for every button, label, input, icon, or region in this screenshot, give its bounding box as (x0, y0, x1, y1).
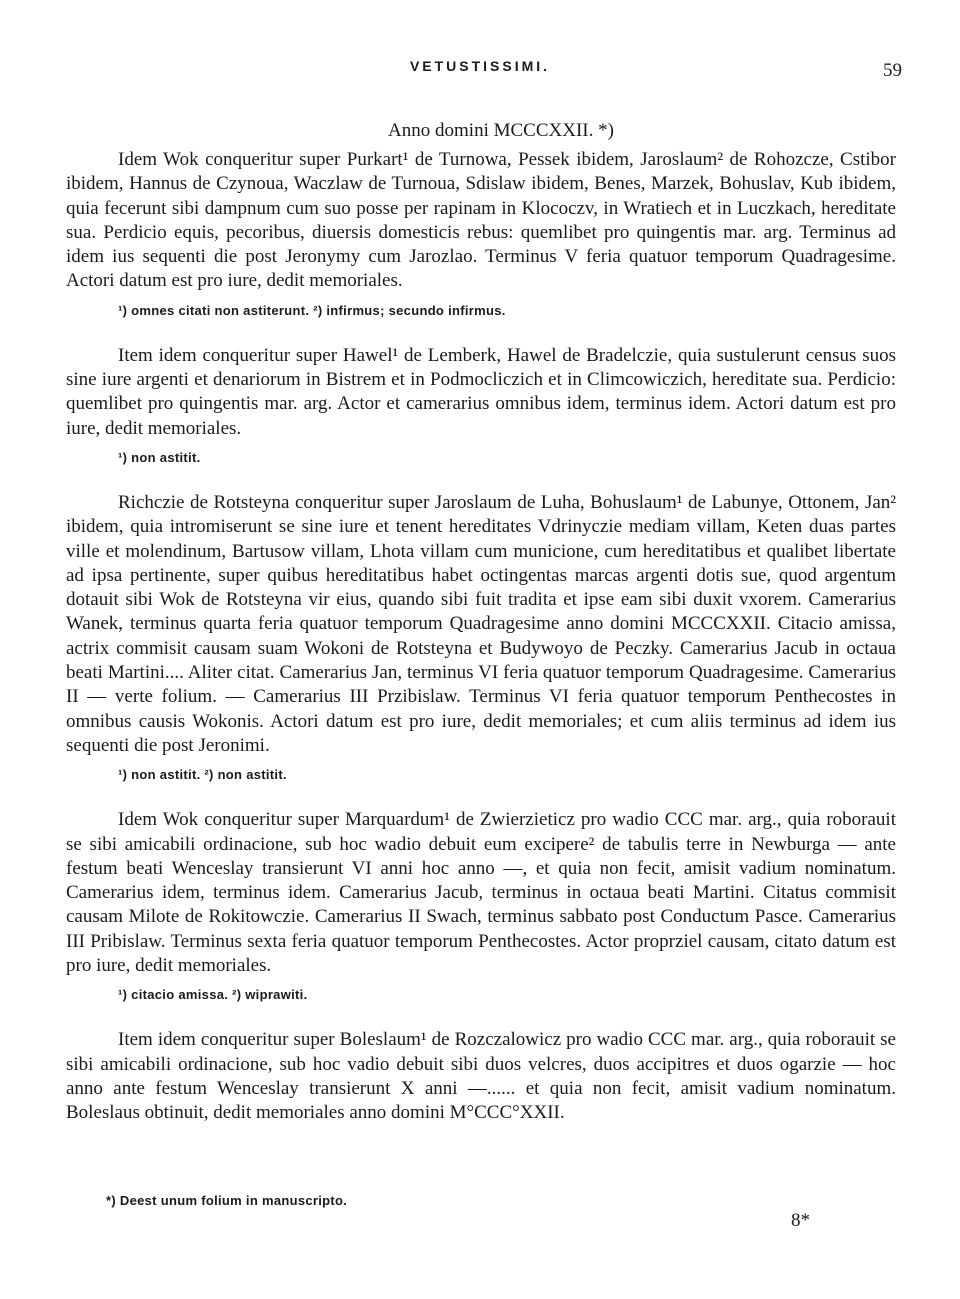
entry-text: Item idem conqueritur super Hawel¹ de Lemberk, Hawel de Bradelczie, quia sustulerunt census suos sine iure argenti et denariorum in Bistrem et in Podmocliczich et in Climcowiczich, hereditate sua. Perdicio: quemlibet pro quingentis mar. arg. Actor et camerarius omnibus idem, terminus idem. Actori datum est pro iure, dedit memoriales. (66, 344, 896, 439)
signature-mark: 8* (791, 1210, 810, 1231)
entry (66, 808, 896, 1002)
entry-text: Richczie de Rotsteyna conqueritur super Jaroslaum de Luha, Bohuslaum¹ de Labunye, Ottonem, Jan² ibidem, quia intromiserunt se sine iure et tenent hereditates Vdrinyczie mediam villam, Keten duas partes ville et molendinum, Bartusow villam, Lhota villam cum municione, cum hereditatibus et qualibet libertate ad ipsa pertinente, super quibus hereditatibus habet octingentas marcas argenti dotis sue, quod argentum dotauit sibi Wok de Rotsteyna vir eius, quando sibi fuit tradita et ipse eam sibi duxit vxorem. Camerarius Wanek, terminus quarta feria quatuor temporum Quadragesime anno domini MCCCXXII. Citacio amissa, actrix commisit causam suam Wokoni de Rotsteyna et Budywoyo de Peczky. Camerarius Jacub in octaua beati Martini.... Aliter citat. Camerarius Jan, terminus VI feria quatuor temporum Quadragesime. Camerarius II — verte folium. — Camerarius III Przibislaw. Terminus VI feria quatuor temporum Penthecostes in omnibus causis Wokonis. Actori datum est pro iure, dedit memoriales; et cum aliis terminus ad idem ius sequenti die post Jeronimi. (66, 491, 896, 756)
running-head: VETUSTISSIMI. (409, 58, 551, 74)
entry-text: Item idem conqueritur super Boleslaum¹ de Rozczalowicz pro wadio CCC mar. arg., quia roborauit se sibi amicabili ordinacione, sub hoc vadio debuit sibi duos velcres, duos accipitres et duos ogarzie — hoc anno ante festum Wenceslay transierunt X anni —...... et quia non fecit, amisit vadium nominatum. Boleslaus obtinuit, dedit memoriales anno domini M°CCC°XXII. (66, 1029, 896, 1124)
entry (66, 344, 896, 465)
entry (66, 148, 896, 318)
entry-text: Idem Wok conqueritur super Marquardum¹ de Zwierzieticz pro wadio CCC mar. arg., quia roborauit se sibi amicabili ordinacione, sub hoc wadio debuit eum excipere² de tabulis terre in Newburga — ante festum beati Wenceslay transierunt VI anni hoc anno —, et quia non fecit, amisit vadium nominatum. Camerarius idem, terminus idem. Camerarius Jacub, terminus in octaua beati Martini. Citatus commisit causam Milote de Rokitowczie. Camerarius II Swach, terminus sabbato post Conductum Pasce. Camerarius III Pribislaw. Terminus sexta feria quatuor temporum Penthecostes. Actor proprziel causam, citato datum est pro iure, dedit memoriales. (66, 809, 896, 977)
entry-note: ¹) non astitit. ²) non astitit. (118, 767, 287, 783)
page-content (66, 120, 896, 1126)
entry-note: ¹) non astitit. (118, 449, 201, 465)
page-number: 59 (883, 60, 902, 81)
page-footnote: *) Deest unum folium in manuscripto. (106, 1193, 348, 1208)
entry-note: ¹) omnes citati non astiterunt. ²) infirmus; secundo infirmus. (118, 302, 506, 318)
year-heading: Anno domini MCCCXXII. *) (388, 120, 614, 141)
entry (66, 491, 896, 782)
entry (66, 1028, 896, 1125)
entry-text: Idem Wok conqueritur super Purkart¹ de Turnowa, Pessek ibidem, Jaroslaum² de Rohozcze, Cstibor ibidem, Hannus de Czynoua, Waczlaw de Turnoua, Sdislaw ibidem, Benes, Marzek, Bohuslav, Kub ibidem, quia fecerunt sibi dampnum cum suo posse per rapinam in Klococzv, in Wratiech et in Luczkach, hereditate sua. Perdicio equis, pecoribus, diuersis domesticis rebus: quemlibet pro quingentis mar. arg. Terminus ad idem ius sequenti die post Jeronymy cum Jarozlao. Terminus V feria quatuor temporum Quadragesime. Actori datum est pro iure, dedit memoriales. (66, 149, 896, 292)
entry-note: ¹) citacio amissa. ²) wiprawiti. (118, 987, 308, 1003)
